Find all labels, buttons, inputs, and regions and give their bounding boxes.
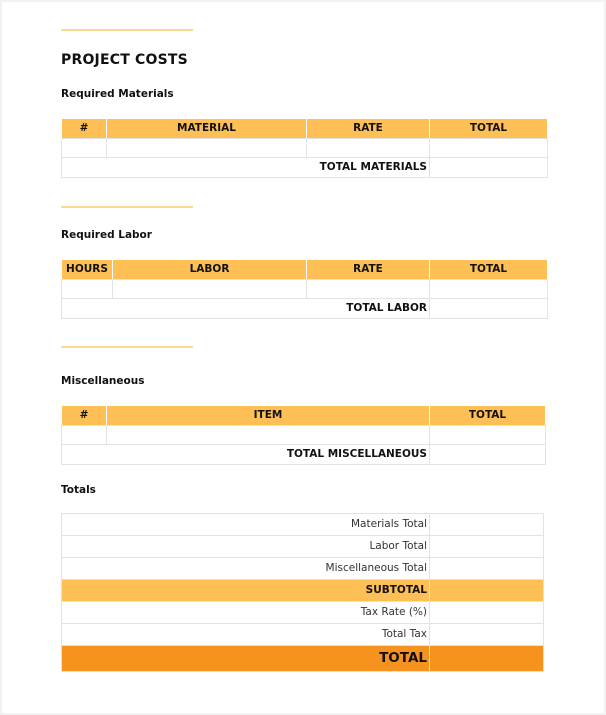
total-labor-label: TOTAL LABOR xyxy=(62,299,430,319)
column-header: TOTAL xyxy=(430,406,546,426)
table-header-row xyxy=(62,119,548,139)
table-row xyxy=(62,280,548,299)
materials-heading: Required Materials xyxy=(61,88,174,100)
table-total-row xyxy=(62,445,546,465)
table-cell[interactable] xyxy=(62,139,107,158)
misc-total-value[interactable] xyxy=(430,558,544,580)
table-cell[interactable] xyxy=(430,426,546,445)
column-header: ITEM xyxy=(107,406,430,426)
column-header: MATERIAL xyxy=(107,119,307,139)
grand-total-value[interactable] xyxy=(430,646,544,672)
column-header: # xyxy=(62,119,107,139)
column-header: RATE xyxy=(307,119,430,139)
total-misc-value[interactable] xyxy=(430,445,546,465)
totals-row xyxy=(62,514,544,536)
column-header: LABOR xyxy=(113,260,307,280)
totals-table xyxy=(61,513,544,672)
labor-total-label: Labor Total xyxy=(62,536,430,558)
table-total-row xyxy=(62,158,548,178)
table-cell[interactable] xyxy=(307,280,430,299)
labor-total-value[interactable] xyxy=(430,536,544,558)
table-cell[interactable] xyxy=(62,426,107,445)
column-header: HOURS xyxy=(62,260,113,280)
table-cell[interactable] xyxy=(107,139,307,158)
column-header: RATE xyxy=(307,260,430,280)
table-cell[interactable] xyxy=(307,139,430,158)
grand-total-row xyxy=(62,646,544,672)
table-cell[interactable] xyxy=(113,280,307,299)
subtotal-row xyxy=(62,580,544,602)
subtotal-label: SUBTOTAL xyxy=(62,580,430,602)
totals-row xyxy=(62,602,544,624)
totals-row xyxy=(62,558,544,580)
table-cell[interactable] xyxy=(430,280,548,299)
page-title: PROJECT COSTS xyxy=(61,52,188,68)
misc-total-label: Miscellaneous Total xyxy=(62,558,430,580)
section-divider xyxy=(61,29,193,31)
tax-rate-label: Tax Rate (%) xyxy=(62,602,430,624)
totals-row xyxy=(62,624,544,646)
materials-total-value[interactable] xyxy=(430,514,544,536)
materials-table xyxy=(61,118,548,178)
document-page xyxy=(2,2,604,713)
total-materials-label: TOTAL MATERIALS xyxy=(62,158,430,178)
section-divider xyxy=(61,346,193,348)
total-labor-value[interactable] xyxy=(430,299,548,319)
misc-table xyxy=(61,405,546,465)
tax-rate-value[interactable] xyxy=(430,602,544,624)
table-header-row xyxy=(62,260,548,280)
total-tax-label: Total Tax xyxy=(62,624,430,646)
table-total-row xyxy=(62,299,548,319)
total-tax-value[interactable] xyxy=(430,624,544,646)
labor-table xyxy=(61,259,548,319)
totals-row xyxy=(62,536,544,558)
table-cell[interactable] xyxy=(430,139,548,158)
table-row xyxy=(62,426,546,445)
section-divider xyxy=(61,206,193,208)
totals-heading: Totals xyxy=(61,484,96,496)
column-header: # xyxy=(62,406,107,426)
subtotal-value[interactable] xyxy=(430,580,544,602)
labor-heading: Required Labor xyxy=(61,229,152,241)
total-misc-label: TOTAL MISCELLANEOUS xyxy=(62,445,430,465)
table-header-row xyxy=(62,406,546,426)
table-cell[interactable] xyxy=(107,426,430,445)
column-header: TOTAL xyxy=(430,260,548,280)
table-cell[interactable] xyxy=(62,280,113,299)
materials-total-label: Materials Total xyxy=(62,514,430,536)
column-header: TOTAL xyxy=(430,119,548,139)
misc-heading: Miscellaneous xyxy=(61,375,145,387)
grand-total-label: TOTAL xyxy=(62,646,430,672)
total-materials-value[interactable] xyxy=(430,158,548,178)
table-row xyxy=(62,139,548,158)
